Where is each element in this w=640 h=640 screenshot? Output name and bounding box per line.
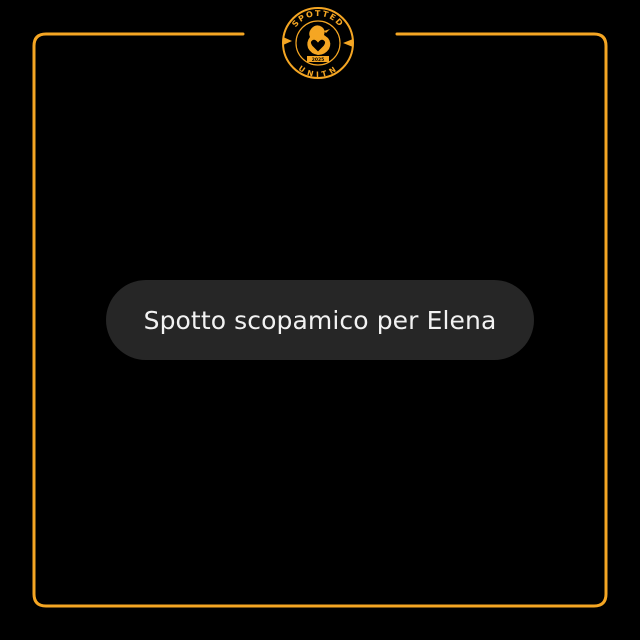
logo-top-text: SPOTTED bbox=[290, 8, 346, 29]
logo-bottom-text: UNITN bbox=[296, 63, 340, 79]
message-text: Spotto scopamico per Elena bbox=[143, 305, 497, 335]
message-bubble bbox=[106, 280, 534, 360]
logo-ribbon-text: 2025 bbox=[311, 57, 325, 63]
spotted-unitn-logo bbox=[280, 5, 356, 81]
